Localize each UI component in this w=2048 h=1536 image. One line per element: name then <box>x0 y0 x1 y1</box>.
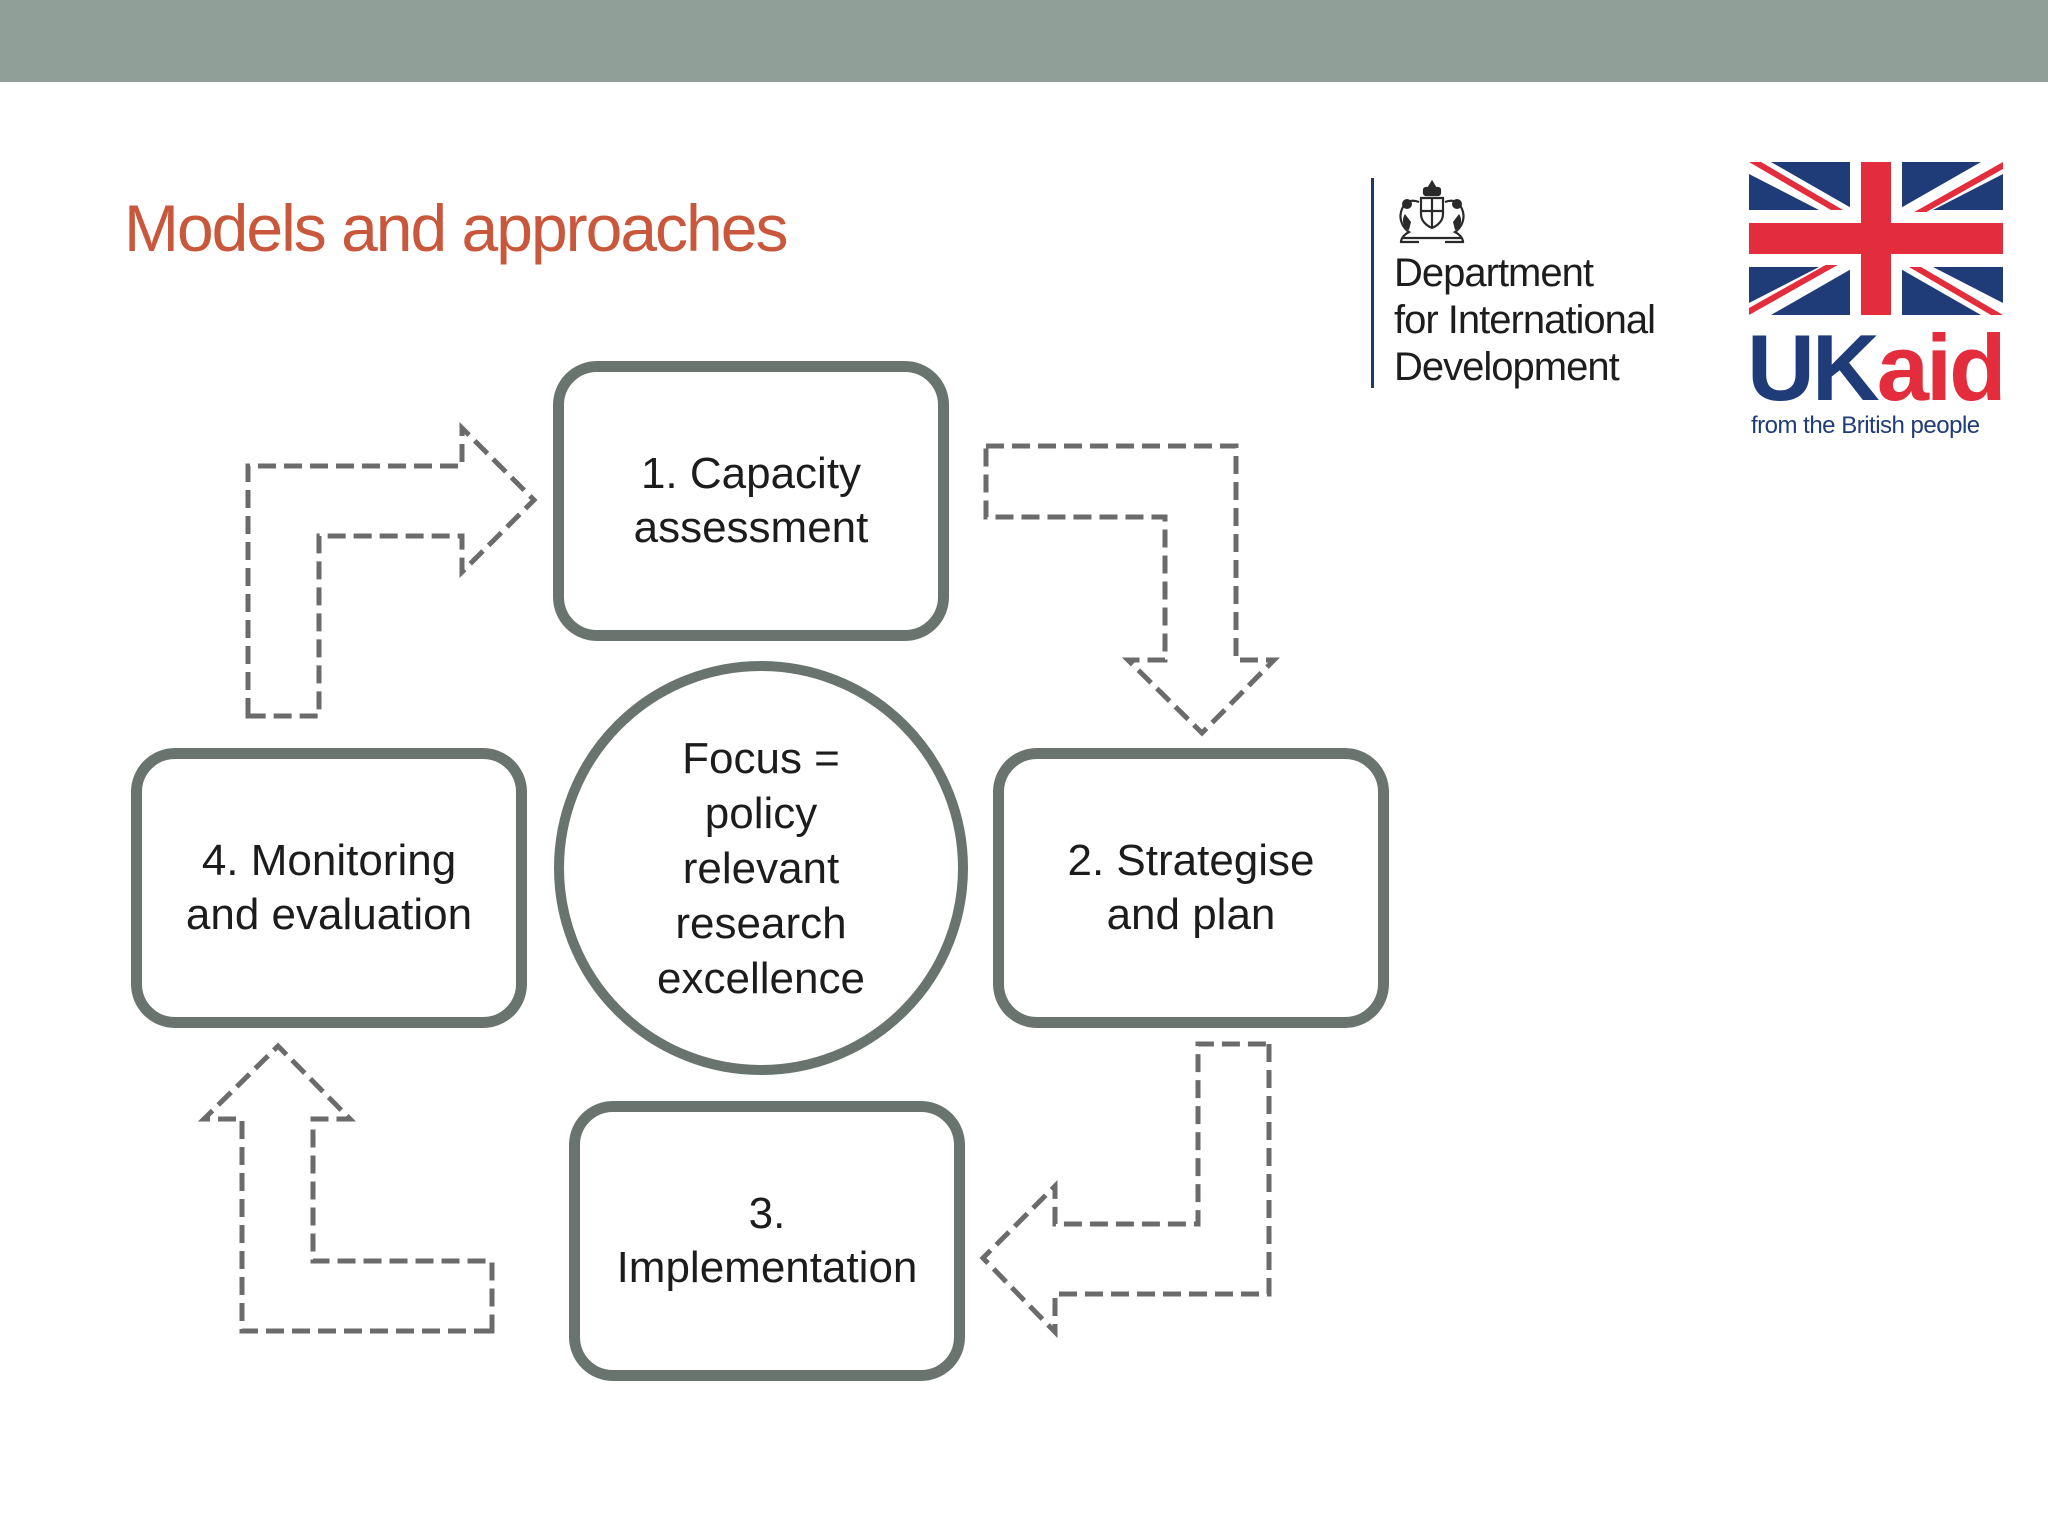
step-label-line: and evaluation <box>185 890 473 939</box>
arrow-strategise-to-implementation <box>983 1044 1269 1332</box>
step-monitoring-and-evaluation <box>131 748 527 1028</box>
slide-title: Models and approaches <box>124 191 787 265</box>
step-label-line: 4. Monitoring <box>201 836 457 885</box>
dfid-logo-rule <box>1371 178 1374 388</box>
step-label-line: Implementation <box>616 1243 918 1292</box>
ukaid-wordmark-aid: aid <box>1876 315 2004 420</box>
arrow-implementation-to-monitoring <box>204 1046 492 1331</box>
ukaid-tagline: from the British people <box>1751 412 1980 439</box>
arrow-monitoring-to-capacity <box>248 428 534 716</box>
step-label-line: 1. Capacity <box>640 449 862 498</box>
focus-line: excellence <box>657 953 865 1003</box>
focus-line: policy <box>704 788 818 838</box>
arrow-capacity-to-strategise <box>986 446 1274 733</box>
dfid-logo-line: Department <box>1394 251 1593 295</box>
focus-center-circle <box>554 661 968 1075</box>
ukaid-wordmark <box>1747 315 2004 420</box>
focus-line: relevant <box>682 843 840 893</box>
dfid-logo-line: Development <box>1394 345 1619 389</box>
step-implementation <box>569 1101 965 1381</box>
step-label-line: 2. Strategise <box>1067 836 1315 885</box>
ukaid-logo <box>1747 160 2007 450</box>
step-capacity-assessment <box>553 361 949 641</box>
step-strategise-and-plan <box>993 748 1389 1028</box>
focus-line: Focus = <box>682 733 840 783</box>
step-label-line: assessment <box>633 503 869 552</box>
royal-crest-icon <box>1391 178 1473 248</box>
dfid-logo-line: for International <box>1394 298 1655 342</box>
focus-line: research <box>675 898 847 948</box>
step-label-line: 3. <box>748 1189 786 1238</box>
union-flag-icon <box>1749 162 2003 315</box>
dfid-logo <box>1371 174 1711 394</box>
step-label-line: and plan <box>1106 890 1276 939</box>
ukaid-wordmark-uk: UK <box>1747 315 1877 420</box>
